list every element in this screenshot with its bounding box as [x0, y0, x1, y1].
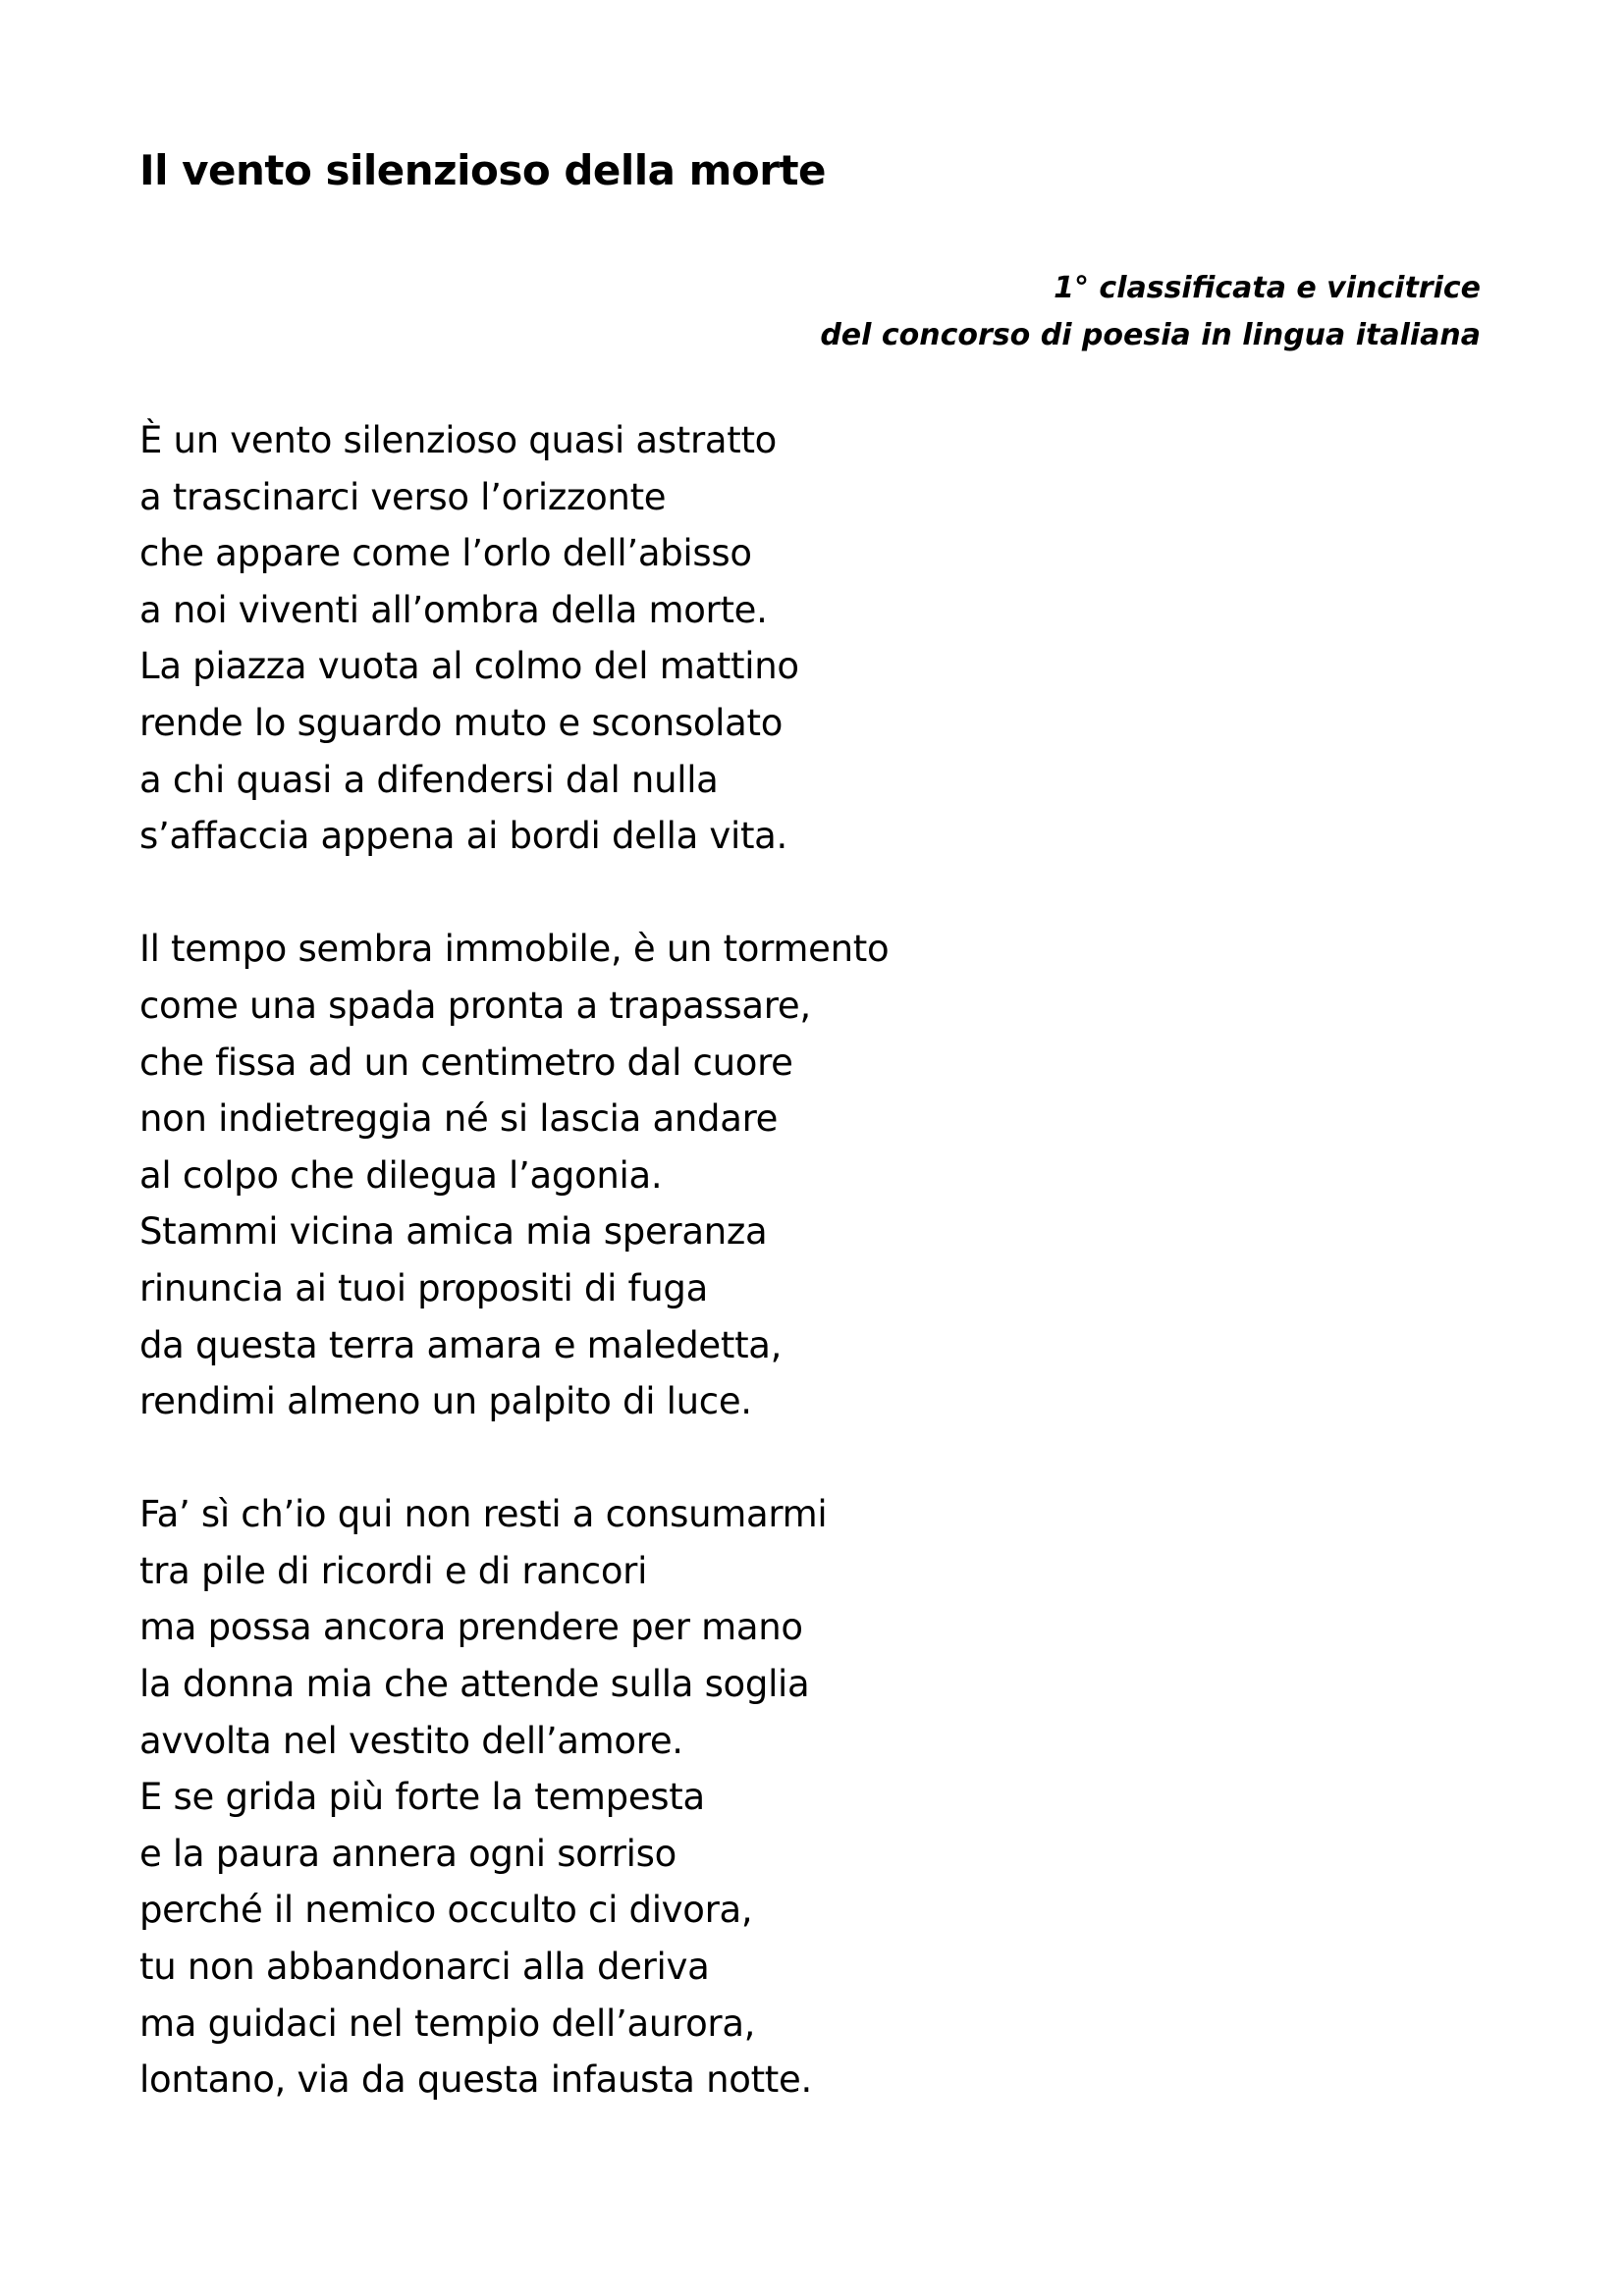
poem-line: perché il nemico occulto ci divora,	[139, 1889, 753, 1932]
poem-line: che appare come l’orlo dell’abisso	[139, 532, 752, 575]
poem-line: ma guidaci nel tempio dell’aurora,	[139, 2002, 756, 2045]
poem-line: tu non abbandonarci alla deriva	[139, 1946, 710, 1989]
stanza-3	[139, 1486, 889, 2109]
poem-line: Fa’ sì ch’io qui non resti a consumarmi	[139, 1493, 828, 1536]
poem-line: lontano, via da questa infausta notte.	[139, 2058, 812, 2102]
poem-line: tra pile di ricordi e di rancori	[139, 1549, 648, 1592]
poem-line: E se grida più forte la tempesta	[139, 1776, 705, 1819]
poem-line: al colpo che dilegua l’agonia.	[139, 1153, 663, 1197]
poem-line: rinuncia ai tuoi propositi di fuga	[139, 1266, 708, 1309]
poem-line: e la paura annera ogni sorriso	[139, 1832, 677, 1875]
poem-line: a trascinarci verso l’orizzonte	[139, 475, 667, 518]
award-note	[820, 265, 1481, 359]
poem-line: Il tempo sembra immobile, è un tormento	[139, 928, 890, 971]
poem-line: avvolta nel vestito dell’amore.	[139, 1719, 683, 1762]
award-line-1: 1° classificata e vincitrice	[1054, 271, 1481, 305]
poem-line: rende lo sguardo muto e sconsolato	[139, 701, 784, 744]
award-line-2: del concorso di poesia in lingua italiana	[820, 318, 1481, 352]
poem-line: la donna mia che attende sulla soglia	[139, 1663, 810, 1706]
poem-line: s’affaccia appena ai bordi della vita.	[139, 815, 788, 858]
poem-title: Il vento silenzioso della morte	[139, 146, 827, 194]
poem-body	[139, 412, 889, 2164]
poem-line: a chi quasi a difendersi dal nulla	[139, 758, 719, 801]
poem-line: che fissa ad un centimetro dal cuore	[139, 1041, 793, 1084]
poem-line: non indietreggia né si lascia andare	[139, 1097, 779, 1141]
poem-line: La piazza vuota al colmo del mattino	[139, 645, 799, 688]
poem-line: come una spada pronta a trapassare,	[139, 984, 811, 1027]
stanza-2	[139, 921, 889, 1429]
poem-line: da questa terra amara e maledetta,	[139, 1323, 783, 1366]
poem-line: Stammi vicina amica mia speranza	[139, 1210, 768, 1254]
stanza-1	[139, 412, 889, 865]
poem-line: È un vento silenzioso quasi astratto	[139, 419, 778, 461]
poem-line: ma possa ancora prendere per mano	[139, 1606, 803, 1649]
poem-line: rendimi almeno un palpito di luce.	[139, 1380, 752, 1423]
poem-line: a noi viventi all’ombra della morte.	[139, 588, 768, 631]
